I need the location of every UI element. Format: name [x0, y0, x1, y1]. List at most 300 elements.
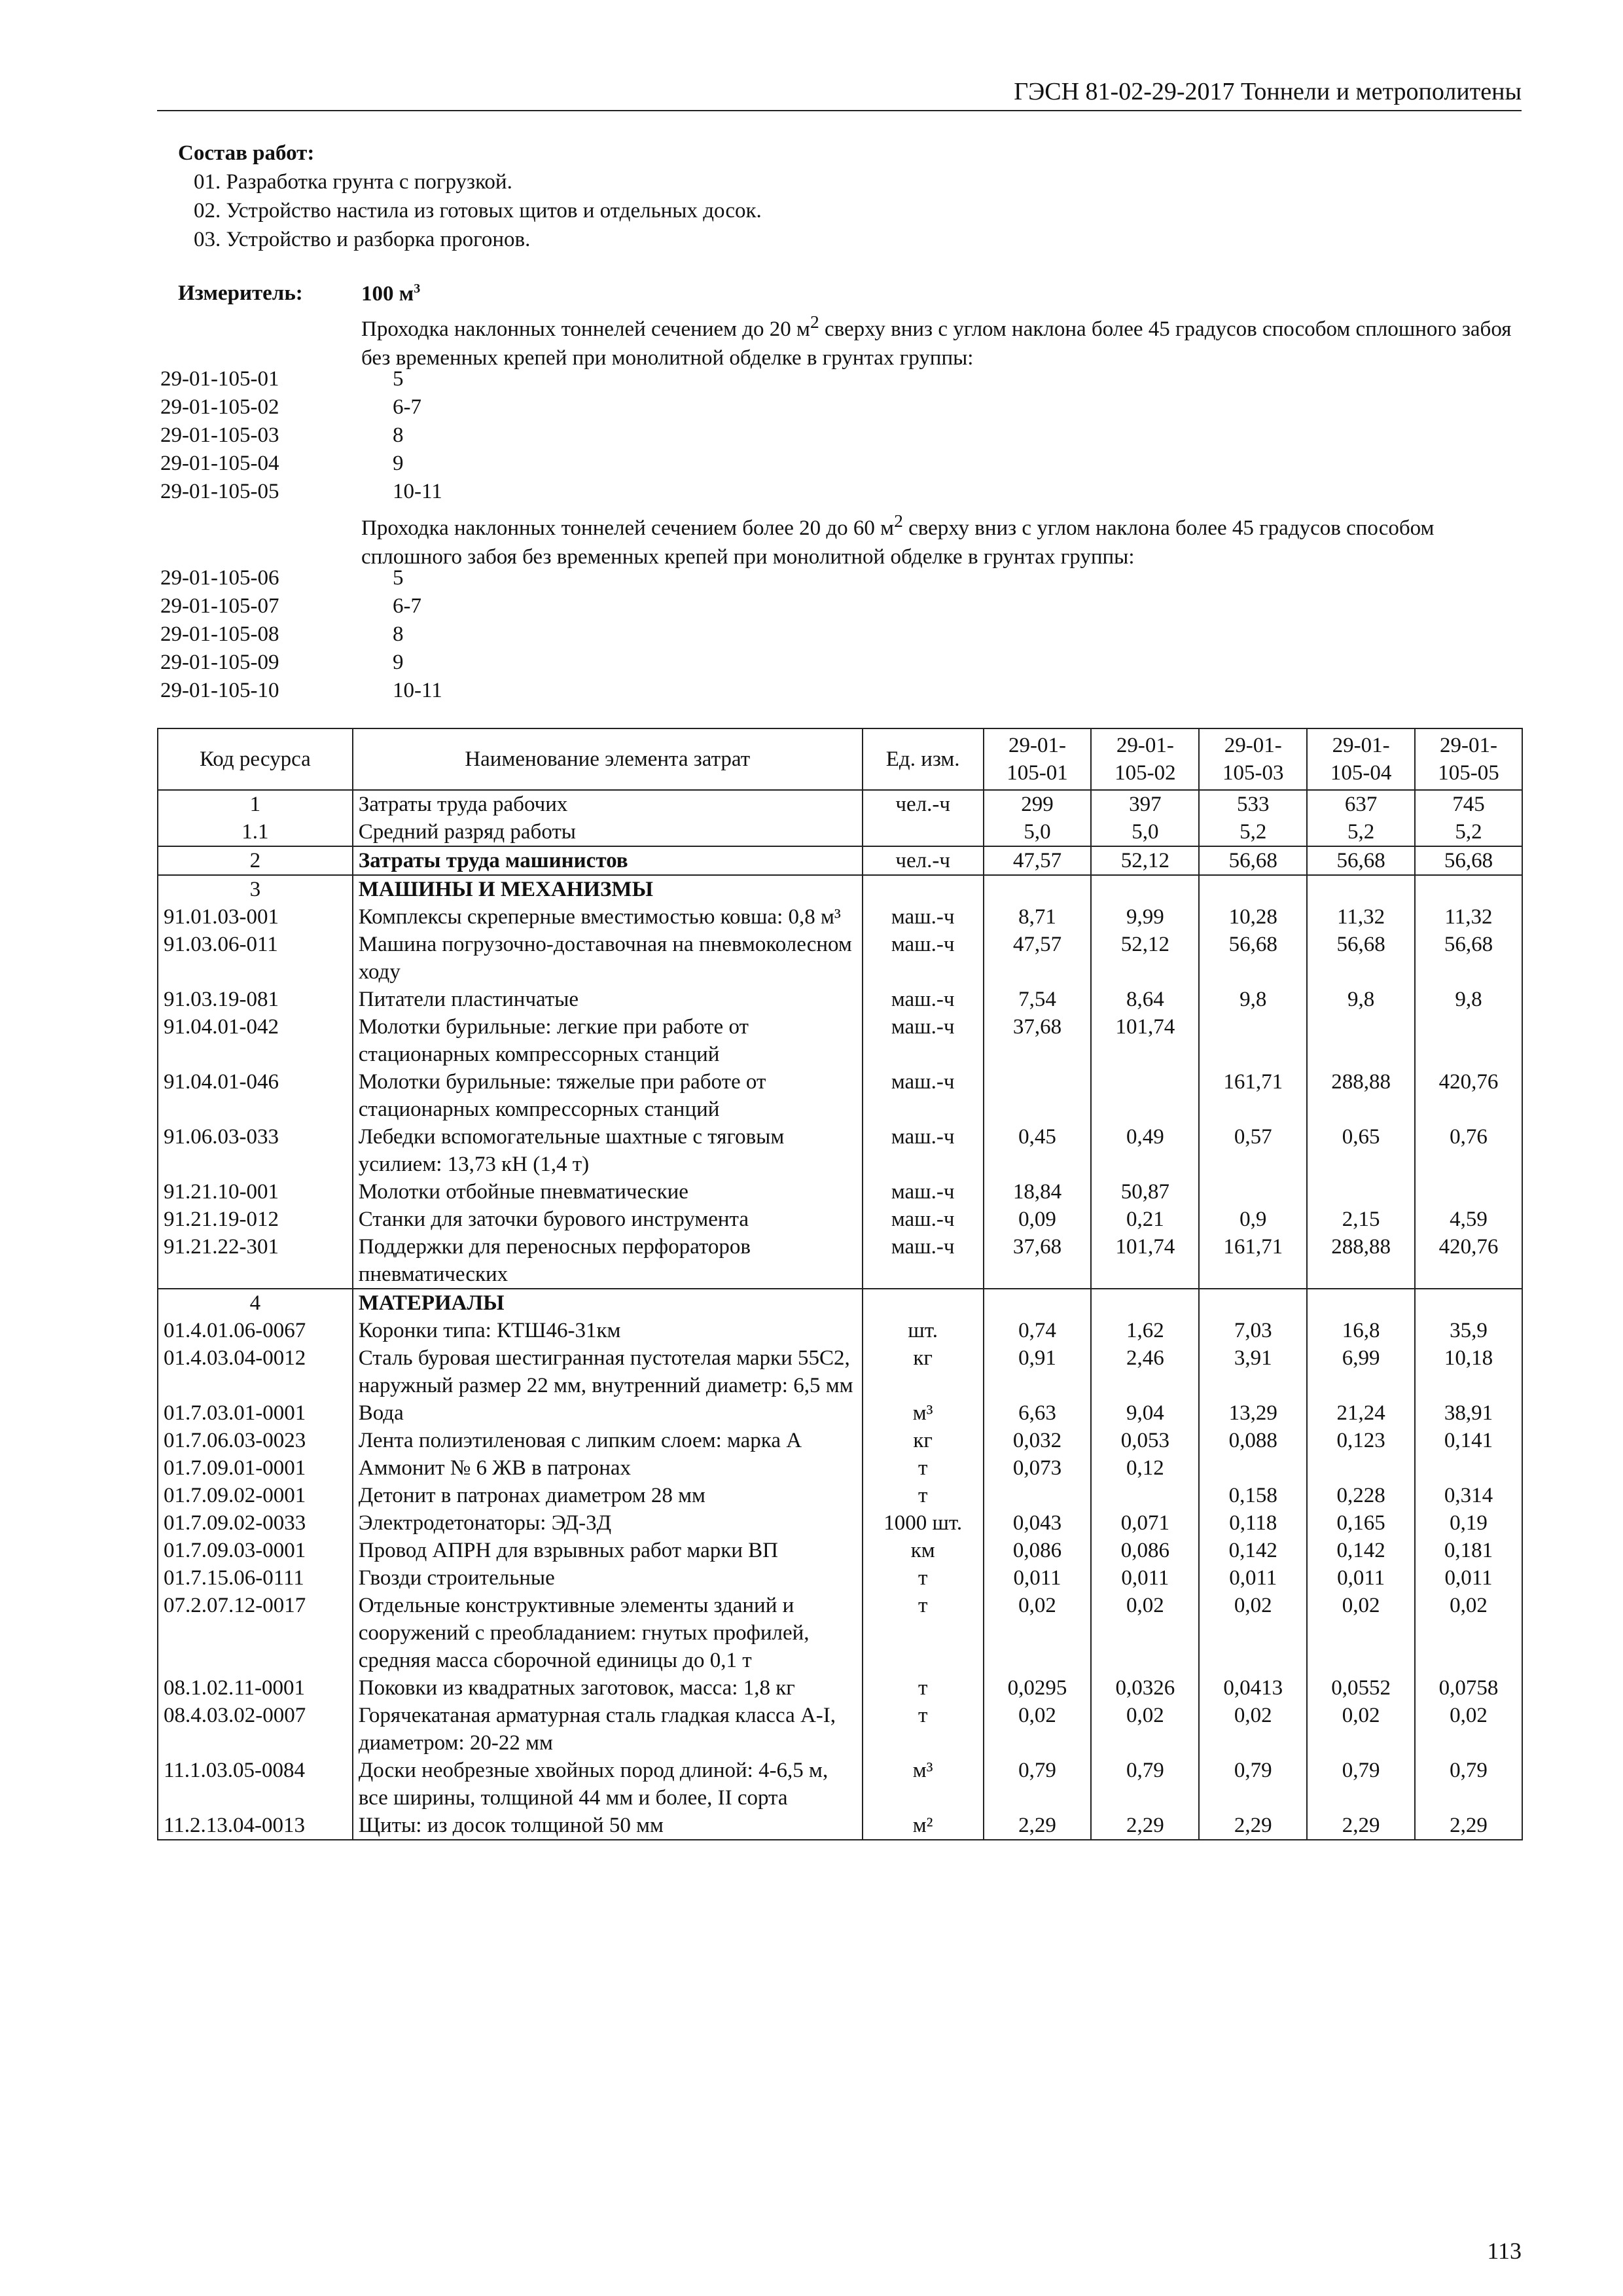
- code-row: [160, 450, 442, 478]
- resource-value: 8,64: [1091, 986, 1199, 1013]
- header-title: ГЭСН 81-02-29-2017 Тоннели и метрополитены: [1014, 78, 1522, 105]
- resource-code: 91.06.03-033: [158, 1123, 353, 1178]
- table-row: [158, 1702, 1522, 1757]
- measure-unit-sup: 3: [414, 281, 421, 296]
- resource-value: 0,228: [1307, 1482, 1415, 1509]
- norm-code: 29-01-105-09: [160, 651, 279, 674]
- table-row: [158, 846, 1522, 875]
- soil-group: 10-11: [393, 480, 442, 503]
- resource-value: [1415, 875, 1522, 903]
- resource-value: [1307, 1178, 1415, 1206]
- resource-code: 07.2.07.12-0017: [158, 1592, 353, 1674]
- resource-value: [1199, 1178, 1307, 1206]
- resource-value: 2,15: [1307, 1206, 1415, 1233]
- table-header-row: [158, 728, 1522, 790]
- resource-value: 0,141: [1415, 1427, 1522, 1454]
- resource-code: 11.1.03.05-0084: [158, 1757, 353, 1812]
- resource-value: 7,54: [984, 986, 1092, 1013]
- table-row: [158, 1674, 1522, 1702]
- resource-name: Молотки отбойные пневматические: [353, 1178, 863, 1206]
- resource-name: Гвозди строительные: [353, 1564, 863, 1592]
- resource-value: 2,29: [984, 1812, 1092, 1840]
- resource-value: [1415, 1289, 1522, 1317]
- resource-value: 0,314: [1415, 1482, 1522, 1509]
- resource-value: 35,9: [1415, 1317, 1522, 1344]
- resource-value: 161,71: [1199, 1233, 1307, 1289]
- resource-name: Вода: [353, 1399, 863, 1427]
- resource-unit: т: [863, 1564, 984, 1592]
- resource-code: 3: [158, 875, 353, 903]
- table-row: [158, 931, 1522, 986]
- resource-value: [984, 1068, 1092, 1123]
- resource-value: 2,29: [1199, 1812, 1307, 1840]
- resource-value: 101,74: [1091, 1233, 1199, 1289]
- resource-value: 0,011: [1415, 1564, 1522, 1592]
- soil-group: 5: [393, 566, 404, 590]
- header-norm-col: 29-01-105-03: [1199, 728, 1307, 790]
- resource-value: 5,2: [1415, 818, 1522, 846]
- resource-value: 299: [984, 790, 1092, 818]
- resource-value: 0,74: [984, 1317, 1092, 1344]
- resource-value: 3,91: [1199, 1344, 1307, 1399]
- resource-unit: кг: [863, 1344, 984, 1399]
- resource-code: 1: [158, 790, 353, 818]
- resource-name: МАШИНЫ И МЕХАНИЗМЫ: [353, 875, 863, 903]
- resource-value: 5,2: [1199, 818, 1307, 846]
- resource-unit: т: [863, 1702, 984, 1757]
- resource-value: 2,29: [1307, 1812, 1415, 1840]
- resource-unit: чел.-ч: [863, 846, 984, 875]
- resource-code: 1.1: [158, 818, 353, 846]
- resource-name: Лента полиэтиленовая с липким слоем: марка А: [353, 1427, 863, 1454]
- resource-name: Поковки из квадратных заготовок, масса: 1,8 кг: [353, 1674, 863, 1702]
- resource-unit: маш.-ч: [863, 1123, 984, 1178]
- code-row: [160, 393, 442, 422]
- resource-code: 91.04.01-046: [158, 1068, 353, 1123]
- resource-value: 0,118: [1199, 1509, 1307, 1537]
- resource-value: [1307, 875, 1415, 903]
- table-row: [158, 1482, 1522, 1509]
- table-body: [158, 790, 1522, 1840]
- resource-value: 10,28: [1199, 903, 1307, 931]
- resource-value: 0,0413: [1199, 1674, 1307, 1702]
- resource-value: 52,12: [1091, 931, 1199, 986]
- group2-code-list: [160, 564, 442, 705]
- code-row: [160, 478, 442, 506]
- group2-description: [361, 507, 1513, 571]
- resource-code: 08.4.03.02-0007: [158, 1702, 353, 1757]
- resource-value: 288,88: [1307, 1068, 1415, 1123]
- resource-value: 9,99: [1091, 903, 1199, 931]
- measure-label: Измеритель:: [178, 281, 303, 305]
- table-row: [158, 1178, 1522, 1206]
- resource-value: 0,57: [1199, 1123, 1307, 1178]
- resource-value: [1307, 1013, 1415, 1068]
- resource-value: 37,68: [984, 1233, 1092, 1289]
- running-header: [157, 77, 1522, 111]
- header-norm-col: 29-01-105-04: [1307, 728, 1415, 790]
- resource-value: [1091, 1068, 1199, 1123]
- resource-unit: м³: [863, 1399, 984, 1427]
- resource-name: Аммонит № 6 ЖВ в патронах: [353, 1454, 863, 1482]
- resource-code: 08.1.02.11-0001: [158, 1674, 353, 1702]
- resource-value: 420,76: [1415, 1233, 1522, 1289]
- table-row: [158, 1399, 1522, 1427]
- resource-name: Провод АПРН для взрывных работ марки ВП: [353, 1537, 863, 1564]
- resource-value: 0,02: [1307, 1592, 1415, 1674]
- resource-code: 01.4.01.06-0067: [158, 1317, 353, 1344]
- table-row: [158, 1233, 1522, 1289]
- resource-name: Горячекатаная арматурная сталь гладкая класса А-I, диаметром: 20-22 мм: [353, 1702, 863, 1757]
- resource-value: 37,68: [984, 1013, 1092, 1068]
- resource-name: Питатели пластинчатые: [353, 986, 863, 1013]
- resource-name: Детонит в патронах диаметром 28 мм: [353, 1482, 863, 1509]
- table-row: [158, 1757, 1522, 1812]
- resource-code: 4: [158, 1289, 353, 1317]
- resource-value: 101,74: [1091, 1013, 1199, 1068]
- resource-value: 0,011: [1199, 1564, 1307, 1592]
- resource-value: 5,0: [1091, 818, 1199, 846]
- resource-value: 4,59: [1415, 1206, 1522, 1233]
- resource-name: Станки для заточки бурового инструмента: [353, 1206, 863, 1233]
- resource-value: [1199, 1013, 1307, 1068]
- resource-value: 2,29: [1091, 1812, 1199, 1840]
- resource-code: 91.03.06-011: [158, 931, 353, 986]
- resource-name: Сталь буровая шестигранная пустотелая марки 55С2, наружный размер 22 мм, внутренний диаметр: 6,5 мм: [353, 1344, 863, 1399]
- resource-code: 01.7.06.03-0023: [158, 1427, 353, 1454]
- header-norm-col: 29-01-105-05: [1415, 728, 1522, 790]
- norm-code: 29-01-105-08: [160, 622, 279, 646]
- resource-name: Затраты труда машинистов: [353, 846, 863, 875]
- resource-value: 0,011: [984, 1564, 1092, 1592]
- resource-unit: маш.-ч: [863, 986, 984, 1013]
- soil-group: 8: [393, 622, 404, 646]
- group1-code-list: [160, 365, 442, 506]
- resource-value: 0,0758: [1415, 1674, 1522, 1702]
- resource-value: 0,12: [1091, 1454, 1199, 1482]
- resource-name: Доски необрезные хвойных пород длиной: 4-6,5 м, все ширины, толщиной 44 мм и более, II сорта: [353, 1757, 863, 1812]
- norm-code: 29-01-105-06: [160, 566, 279, 590]
- resource-value: 0,043: [984, 1509, 1092, 1537]
- resource-unit: маш.-ч: [863, 1206, 984, 1233]
- resource-value: 5,0: [984, 818, 1092, 846]
- resource-name: Лебедки вспомогательные шахтные с тяговым усилием: 13,73 кН (1,4 т): [353, 1123, 863, 1178]
- code-row: [160, 649, 442, 677]
- work-item: 01. Разработка грунта с погрузкой.: [194, 170, 512, 194]
- resource-value: 0,086: [984, 1537, 1092, 1564]
- resource-unit: маш.-ч: [863, 1178, 984, 1206]
- resource-value: 637: [1307, 790, 1415, 818]
- soil-group: 9: [393, 651, 404, 674]
- table-row: [158, 1427, 1522, 1454]
- resource-code: 01.7.09.01-0001: [158, 1454, 353, 1482]
- resource-value: 10,18: [1415, 1344, 1522, 1399]
- table-row: [158, 986, 1522, 1013]
- group2-desc-text-2: сверху вниз с углом наклона более 45 градусов способом сплошного забоя без временных крепей при монолитной обделке в грунтах группы:: [361, 516, 1435, 569]
- resource-value: 0,088: [1199, 1427, 1307, 1454]
- measure-value: [361, 281, 420, 306]
- resource-value: 0,02: [1307, 1702, 1415, 1757]
- table-row: [158, 1564, 1522, 1592]
- resource-value: [1415, 1013, 1522, 1068]
- resource-name: Молотки бурильные: тяжелые при работе от стационарных компрессорных станций: [353, 1068, 863, 1123]
- table-row: [158, 1537, 1522, 1564]
- resource-value: [984, 1289, 1092, 1317]
- resource-value: 0,032: [984, 1427, 1092, 1454]
- resource-value: 397: [1091, 790, 1199, 818]
- resource-value: [1091, 1289, 1199, 1317]
- resource-value: 5,2: [1307, 818, 1415, 846]
- resource-code: 91.21.22-301: [158, 1233, 353, 1289]
- table-row: [158, 1317, 1522, 1344]
- table-row: [158, 1509, 1522, 1537]
- resource-value: 0,02: [1091, 1592, 1199, 1674]
- resource-value: [984, 875, 1092, 903]
- resource-value: 0,0552: [1307, 1674, 1415, 1702]
- resource-name: Машина погрузочно-доставочная на пневмоколесном ходу: [353, 931, 863, 986]
- resource-unit: т: [863, 1674, 984, 1702]
- resource-value: 6,63: [984, 1399, 1092, 1427]
- resource-value: 0,79: [1091, 1757, 1199, 1812]
- group1-description: [361, 308, 1513, 372]
- resource-value: 0,02: [1199, 1592, 1307, 1674]
- resource-name: Комплексы скреперные вместимостью ковша: 0,8 м³: [353, 903, 863, 931]
- resource-value: 16,8: [1307, 1317, 1415, 1344]
- group2-desc-sup: 2: [894, 511, 903, 531]
- resource-value: 0,071: [1091, 1509, 1199, 1537]
- soil-group: 8: [393, 423, 404, 447]
- norm-code: 29-01-105-05: [160, 480, 279, 503]
- resource-value: 38,91: [1415, 1399, 1522, 1427]
- resource-unit: т: [863, 1454, 984, 1482]
- resource-value: [1307, 1454, 1415, 1482]
- table-row: [158, 790, 1522, 818]
- resource-value: 2,46: [1091, 1344, 1199, 1399]
- resource-name: Коронки типа: КТШ46-31км: [353, 1317, 863, 1344]
- resource-unit: т: [863, 1482, 984, 1509]
- table-row: [158, 903, 1522, 931]
- page-number: 113: [1487, 2238, 1522, 2264]
- resource-value: 745: [1415, 790, 1522, 818]
- resource-value: 11,32: [1415, 903, 1522, 931]
- resource-value: 7,03: [1199, 1317, 1307, 1344]
- resource-value: 0,76: [1415, 1123, 1522, 1178]
- resource-value: 0,02: [984, 1702, 1092, 1757]
- resource-value: 56,68: [1415, 931, 1522, 986]
- table-row: [158, 1289, 1522, 1317]
- code-row: [160, 365, 442, 393]
- resource-value: 0,65: [1307, 1123, 1415, 1178]
- table-row: [158, 1592, 1522, 1674]
- soil-group: 9: [393, 452, 404, 475]
- resource-code: 91.01.03-001: [158, 903, 353, 931]
- table-row: [158, 1344, 1522, 1399]
- resource-value: 6,99: [1307, 1344, 1415, 1399]
- resource-value: 9,04: [1091, 1399, 1199, 1427]
- resource-value: 11,32: [1307, 903, 1415, 931]
- measure-unit: 100 м: [361, 282, 414, 306]
- resource-value: 0,02: [1199, 1702, 1307, 1757]
- resource-name: Поддержки для переносных перфораторов пневматических: [353, 1233, 863, 1289]
- resource-value: 0,0326: [1091, 1674, 1199, 1702]
- table-row: [158, 1206, 1522, 1233]
- norm-code: 29-01-105-02: [160, 395, 279, 419]
- resource-value: 0,49: [1091, 1123, 1199, 1178]
- code-row: [160, 422, 442, 450]
- resource-value: 0,19: [1415, 1509, 1522, 1537]
- resource-code: 01.7.09.03-0001: [158, 1537, 353, 1564]
- resource-value: 9,8: [1307, 986, 1415, 1013]
- resource-value: 1,62: [1091, 1317, 1199, 1344]
- resource-value: 0,0295: [984, 1674, 1092, 1702]
- work-composition: [178, 139, 762, 254]
- resource-value: 0,21: [1091, 1206, 1199, 1233]
- resource-value: 18,84: [984, 1178, 1092, 1206]
- resource-value: 420,76: [1415, 1068, 1522, 1123]
- resource-value: [1091, 1482, 1199, 1509]
- resource-value: 9,8: [1199, 986, 1307, 1013]
- resource-unit: маш.-ч: [863, 1233, 984, 1289]
- resource-value: 21,24: [1307, 1399, 1415, 1427]
- resource-value: 0,79: [1199, 1757, 1307, 1812]
- resource-value: 0,02: [1091, 1702, 1199, 1757]
- resource-name: МАТЕРИАЛЫ: [353, 1289, 863, 1317]
- table-row: [158, 1068, 1522, 1123]
- resource-value: 0,123: [1307, 1427, 1415, 1454]
- norm-code: 29-01-105-07: [160, 594, 279, 618]
- group2-desc-text: Проходка наклонных тоннелей сечением более 20 до 60 м: [361, 516, 895, 540]
- header-unit: Ед. изм.: [863, 728, 984, 790]
- table-row: [158, 818, 1522, 846]
- resource-value: [1415, 1178, 1522, 1206]
- group1-desc-text-2: сверху вниз с углом наклона более 45 градусов способом сплошного забоя без временных крепей при монолитной обделке в грунтах группы:: [361, 317, 1512, 370]
- resource-unit: маш.-ч: [863, 1068, 984, 1123]
- resource-value: 0,011: [1307, 1564, 1415, 1592]
- resource-code: 11.2.13.04-0013: [158, 1812, 353, 1840]
- soil-group: 6-7: [393, 395, 421, 419]
- resource-code: 91.04.01-042: [158, 1013, 353, 1068]
- resource-value: 0,02: [1415, 1592, 1522, 1674]
- resource-table: [157, 728, 1523, 1840]
- resource-value: 8,71: [984, 903, 1092, 931]
- resource-name: Молотки бурильные: легкие при работе от стационарных компрессорных станций: [353, 1013, 863, 1068]
- resource-code: 01.7.09.02-0001: [158, 1482, 353, 1509]
- header-norm-col: 29-01-105-01: [984, 728, 1092, 790]
- resource-value: 13,29: [1199, 1399, 1307, 1427]
- resource-unit: чел.-ч: [863, 790, 984, 818]
- soil-group: 6-7: [393, 594, 421, 618]
- norm-code: 29-01-105-10: [160, 679, 279, 702]
- resource-value: 2,29: [1415, 1812, 1522, 1840]
- resource-value: [984, 1482, 1092, 1509]
- header-code: Код ресурса: [158, 728, 353, 790]
- resource-value: 0,158: [1199, 1482, 1307, 1509]
- resource-value: 161,71: [1199, 1068, 1307, 1123]
- resource-unit: кг: [863, 1427, 984, 1454]
- resource-unit: 1000 шт.: [863, 1509, 984, 1537]
- code-row: [160, 677, 442, 705]
- resource-unit: маш.-ч: [863, 903, 984, 931]
- resource-value: 0,79: [984, 1757, 1092, 1812]
- code-row: [160, 564, 442, 592]
- resource-value: 0,79: [1415, 1757, 1522, 1812]
- table-row: [158, 1812, 1522, 1840]
- resource-code: 91.03.19-081: [158, 986, 353, 1013]
- resource-value: 0,91: [984, 1344, 1092, 1399]
- resource-value: 47,57: [984, 846, 1092, 875]
- resource-value: 50,87: [1091, 1178, 1199, 1206]
- resource-unit: т: [863, 1592, 984, 1674]
- work-title: Состав работ:: [178, 141, 315, 165]
- table-row: [158, 875, 1522, 903]
- resource-value: 0,053: [1091, 1427, 1199, 1454]
- resource-value: 56,68: [1307, 846, 1415, 875]
- resource-value: 288,88: [1307, 1233, 1415, 1289]
- work-item: 03. Устройство и разборка прогонов.: [194, 228, 531, 251]
- resource-unit: маш.-ч: [863, 931, 984, 986]
- resource-code: 91.21.10-001: [158, 1178, 353, 1206]
- work-item: 02. Устройство настила из готовых щитов и отдельных досок.: [194, 199, 762, 223]
- resource-value: 0,011: [1091, 1564, 1199, 1592]
- code-row: [160, 592, 442, 620]
- resource-value: [1199, 875, 1307, 903]
- norm-code: 29-01-105-04: [160, 452, 279, 475]
- resource-unit: [863, 875, 984, 903]
- resource-code: 91.21.19-012: [158, 1206, 353, 1233]
- resource-value: 0,181: [1415, 1537, 1522, 1564]
- header-name: Наименование элемента затрат: [353, 728, 863, 790]
- resource-name: Отдельные конструктивные элементы зданий и сооружений с преобладанием: гнутых профилей, средняя масса сборочной единицы до 0,1 т: [353, 1592, 863, 1674]
- resource-value: [1199, 1289, 1307, 1317]
- resource-value: 56,68: [1415, 846, 1522, 875]
- resource-value: 47,57: [984, 931, 1092, 986]
- resource-name: Щиты: из досок толщиной 50 мм: [353, 1812, 863, 1840]
- resource-code: 01.4.03.04-0012: [158, 1344, 353, 1399]
- resource-value: 0,45: [984, 1123, 1092, 1178]
- norm-code: 29-01-105-01: [160, 367, 279, 391]
- resource-value: [1199, 1454, 1307, 1482]
- resource-value: 56,68: [1199, 931, 1307, 986]
- resource-unit: км: [863, 1537, 984, 1564]
- resource-value: 0,073: [984, 1454, 1092, 1482]
- group1-desc-sup: 2: [810, 312, 819, 332]
- table-row: [158, 1013, 1522, 1068]
- resource-value: 0,165: [1307, 1509, 1415, 1537]
- resource-code: 2: [158, 846, 353, 875]
- resource-unit: шт.: [863, 1317, 984, 1344]
- resource-value: 533: [1199, 790, 1307, 818]
- table-row: [158, 1454, 1522, 1482]
- resource-unit: м³: [863, 1757, 984, 1812]
- group1-desc-text: Проходка наклонных тоннелей сечением до 20 м: [361, 317, 810, 341]
- resource-value: 0,79: [1307, 1757, 1415, 1812]
- resource-value: 0,09: [984, 1206, 1092, 1233]
- header-norm-col: 29-01-105-02: [1091, 728, 1199, 790]
- resource-code: 01.7.03.01-0001: [158, 1399, 353, 1427]
- soil-group: 5: [393, 367, 404, 391]
- resource-name: Электродетонаторы: ЭД-3Д: [353, 1509, 863, 1537]
- resource-value: [1307, 1289, 1415, 1317]
- resource-unit: м²: [863, 1812, 984, 1840]
- resource-unit: маш.-ч: [863, 1013, 984, 1068]
- resource-unit: [863, 818, 984, 846]
- resource-code: 01.7.09.02-0033: [158, 1509, 353, 1537]
- resource-value: 0,086: [1091, 1537, 1199, 1564]
- resource-value: 56,68: [1199, 846, 1307, 875]
- resource-value: 0,9: [1199, 1206, 1307, 1233]
- resource-name: Средний разряд работы: [353, 818, 863, 846]
- resource-value: 0,02: [1415, 1702, 1522, 1757]
